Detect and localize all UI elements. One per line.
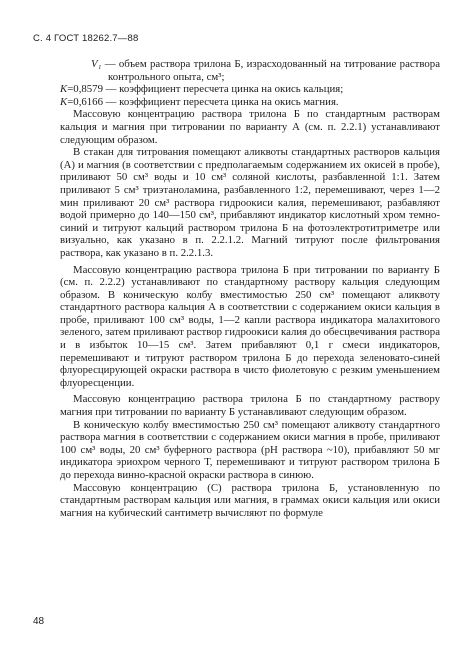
paragraph: Массовую концентрацию раствора трилона Б по стандартному раствору магния при титровании по варианту Б устанавливают следующим образом. bbox=[60, 393, 440, 419]
paragraph: Массовую концентрацию раствора трилона Б по стандартным растворам кальция и магния при титровании по варианту А (см. п. 2.2.1) устанавливают следующим образом. bbox=[60, 108, 440, 146]
definition-symbol: V₁ bbox=[91, 58, 102, 70]
body-text bbox=[60, 58, 440, 519]
paragraph: В стакан для титрования помещают аликвоты стандартных растворов кальция (А) и магния (в соответствии с предполагаемым содержанием их окисей в пробе), приливают 50 см³ воды и 10 см³ соляной кислоты, разбавленной 1:1. Затем приливают 5 см³ триэтаноламина, разбавленного 1:2, перемешивают, через 1—2 мин приливают 20 см³ раствора гидроокиси калия, перемешивают, разбавляют водой примерно до 140—150 см³, прибавляют индикатор кислотный хром темно-синий и титруют кальций раствором трилона Б на фотоэлектротитриметре или визуально, как указано в п. 2.2.1.2. Магний титруют после фильтрования раствора, как указано в п. 2.2.1.3. bbox=[60, 146, 440, 259]
definition-k-magnesium bbox=[60, 96, 440, 109]
paragraph: Массовую концентрацию раствора трилона Б при титровании по варианту Б (см. п. 2.2.2) устанавливают по стандартному раствору кальция следующим образом. В коническую колбу вместимостью 250 см³ помещают аликвоту стандартного раствора кальция А в соответствии с содержанием окиси кальция в пробе, приливают 100 см³ воды, 1—2 капли раствора индикатора малахитового зеленого, затем приливают раствор гидроокиси калия до обесцвечивания раствора и в избыток 10—15 см³. Затем прибавляют 0,1 г смеси индикаторов, перемешивают и титруют раствором трилона Б до перехода зеленовато-синей флуоресцирующей окраски раствора в чисто фиолетовую с резким уменьшением флуоресценции. bbox=[60, 263, 440, 389]
definition-text: — объем раствора трилона Б, израсходованный на титрование раствора контрольного опыта, см³; bbox=[101, 58, 440, 83]
definition-v1 bbox=[60, 58, 440, 83]
paragraph: В коническую колбу вместимостью 250 см³ помещают аликвоту стандартного раствора магния в соответствии с содержанием окиси магния в пробе, приливают 100 см³ воды, 20 см³ буферного раствора (pH раствора ~10), прибавляют 50 мг индикатора эриохром черного Т, перемешивают и титруют раствором трилона Б до перехода винно-красной окраски раствора в синюю. bbox=[60, 418, 440, 481]
definition-text: =0,8579 — коэффициент пересчета цинка на окись кальция; bbox=[67, 83, 344, 96]
definition-symbol: K bbox=[60, 95, 68, 108]
page-number: 48 bbox=[33, 616, 45, 627]
definition-k-calcium bbox=[60, 83, 440, 96]
running-header: С. 4 ГОСТ 18262.7—88 bbox=[33, 33, 139, 44]
definition-symbol: K bbox=[60, 83, 68, 96]
definition-text: =0,6166 — коэффициент пересчета цинка на окись магния. bbox=[67, 95, 339, 108]
paragraph: Массовую концентрацию (C) раствора трилона Б, установленную по стандартным растворам кальция или магния, в граммах окиси кальция или окиси магния на кубический сантиметр вычисляют по формуле bbox=[60, 481, 440, 519]
